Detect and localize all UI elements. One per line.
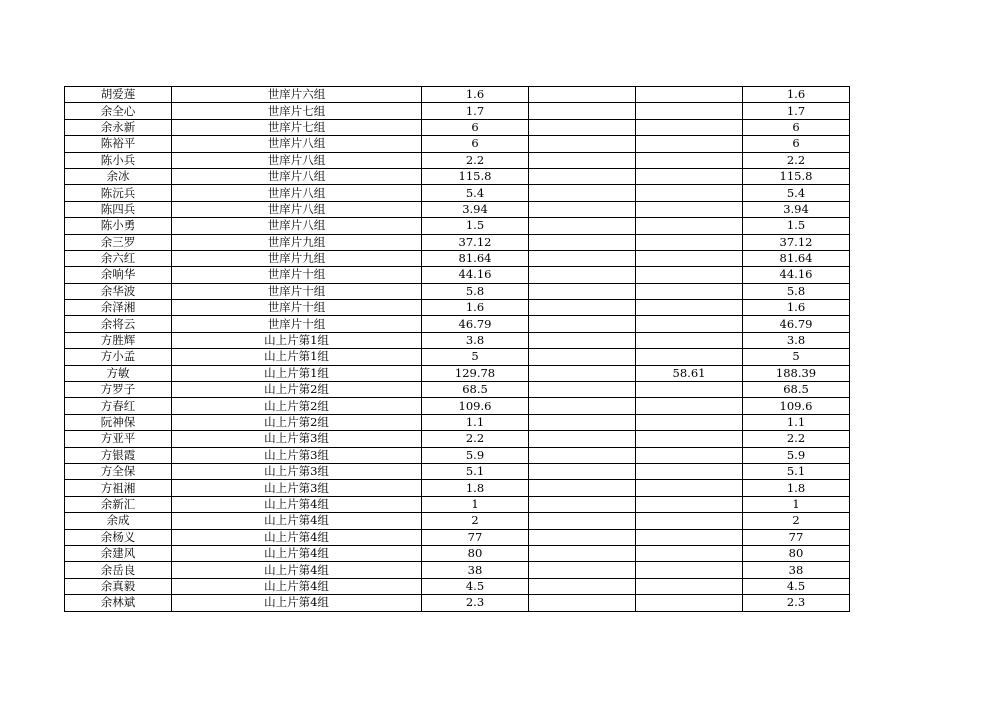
cell-group[interactable]: 世庠片六组: [172, 87, 422, 103]
cell-value-b[interactable]: [529, 136, 636, 152]
cell-total[interactable]: 46.79: [743, 316, 850, 332]
cell-value-a[interactable]: 46.79: [422, 316, 529, 332]
table-row: [65, 136, 850, 152]
cell-name[interactable]: 胡爱莲: [65, 87, 172, 103]
table-row: [65, 398, 850, 414]
cell-name[interactable]: 方全保: [65, 463, 172, 479]
cell-total[interactable]: 1.6: [743, 87, 850, 103]
cell-value-c[interactable]: [636, 595, 743, 611]
cell-value-a[interactable]: 1: [422, 496, 529, 512]
cell-total[interactable]: 2.2: [743, 431, 850, 447]
table-row: [65, 463, 850, 479]
table-row: [65, 300, 850, 316]
cell-name[interactable]: 余永新: [65, 119, 172, 135]
cell-value-b[interactable]: [529, 496, 636, 512]
cell-total[interactable]: 38: [743, 562, 850, 578]
cell-value-a[interactable]: 2.3: [422, 595, 529, 611]
cell-value-b[interactable]: [529, 562, 636, 578]
cell-name[interactable]: 方亚平: [65, 431, 172, 447]
cell-name[interactable]: 陈小兵: [65, 152, 172, 168]
cell-value-b[interactable]: [529, 513, 636, 529]
cell-value-c[interactable]: [636, 168, 743, 184]
cell-value-b[interactable]: [529, 300, 636, 316]
table-row: [65, 365, 850, 381]
cell-value-a[interactable]: 1.7: [422, 103, 529, 119]
cell-value-c[interactable]: [636, 480, 743, 496]
cell-name[interactable]: 余成: [65, 513, 172, 529]
cell-name[interactable]: 方银霞: [65, 447, 172, 463]
table-row: [65, 201, 850, 217]
cell-total[interactable]: 68.5: [743, 382, 850, 398]
cell-value-c[interactable]: [636, 267, 743, 283]
table-row: [65, 447, 850, 463]
cell-group[interactable]: 山上片第2组: [172, 398, 422, 414]
cell-value-a[interactable]: 3.8: [422, 332, 529, 348]
table-row: [65, 545, 850, 561]
cell-group[interactable]: 世庠片十组: [172, 283, 422, 299]
table-row: [65, 431, 850, 447]
cell-total[interactable]: 2.3: [743, 595, 850, 611]
cell-value-b[interactable]: [529, 103, 636, 119]
cell-value-b[interactable]: [529, 185, 636, 201]
cell-value-a[interactable]: 44.16: [422, 267, 529, 283]
cell-value-a[interactable]: 1.5: [422, 218, 529, 234]
cell-group[interactable]: 山上片第3组: [172, 480, 422, 496]
table-row: [65, 578, 850, 594]
cell-value-b[interactable]: [529, 398, 636, 414]
cell-value-c[interactable]: [636, 513, 743, 529]
table-row: [65, 382, 850, 398]
cell-value-a[interactable]: 4.5: [422, 578, 529, 594]
cell-name[interactable]: 余冰: [65, 168, 172, 184]
table-row: [65, 218, 850, 234]
cell-name[interactable]: 余泽湘: [65, 300, 172, 316]
cell-value-c[interactable]: 58.61: [636, 365, 743, 381]
cell-name[interactable]: 余三罗: [65, 234, 172, 250]
cell-total[interactable]: 109.6: [743, 398, 850, 414]
cell-value-b[interactable]: [529, 447, 636, 463]
cell-name[interactable]: 方敏: [65, 365, 172, 381]
table-row: [65, 513, 850, 529]
cell-value-b[interactable]: [529, 168, 636, 184]
cell-name[interactable]: 余建风: [65, 545, 172, 561]
cell-value-a[interactable]: 80: [422, 545, 529, 561]
cell-value-c[interactable]: [636, 300, 743, 316]
cell-name[interactable]: 余新汇: [65, 496, 172, 512]
cell-total[interactable]: 37.12: [743, 234, 850, 250]
cell-total[interactable]: 5.8: [743, 283, 850, 299]
cell-group[interactable]: 世庠片七组: [172, 103, 422, 119]
cell-group[interactable]: 山上片第3组: [172, 447, 422, 463]
cell-value-c[interactable]: [636, 185, 743, 201]
cell-group[interactable]: 世庠片九组: [172, 250, 422, 266]
cell-total[interactable]: 81.64: [743, 250, 850, 266]
cell-total[interactable]: 3.94: [743, 201, 850, 217]
table-row: [65, 562, 850, 578]
table-row: [65, 103, 850, 119]
cell-value-b[interactable]: [529, 218, 636, 234]
cell-total[interactable]: 5.9: [743, 447, 850, 463]
cell-value-c[interactable]: [636, 529, 743, 545]
cell-value-b[interactable]: [529, 283, 636, 299]
table-row: [65, 152, 850, 168]
cell-value-b[interactable]: [529, 365, 636, 381]
cell-group[interactable]: 世庠片八组: [172, 168, 422, 184]
cell-value-b[interactable]: [529, 119, 636, 135]
cell-name[interactable]: 余真毅: [65, 578, 172, 594]
data-table: [64, 86, 850, 612]
cell-value-b[interactable]: [529, 431, 636, 447]
cell-value-a[interactable]: 81.64: [422, 250, 529, 266]
cell-value-c[interactable]: [636, 234, 743, 250]
cell-group[interactable]: 山上片第4组: [172, 545, 422, 561]
cell-group[interactable]: 山上片第2组: [172, 382, 422, 398]
cell-name[interactable]: 陈裕平: [65, 136, 172, 152]
cell-value-a[interactable]: 68.5: [422, 382, 529, 398]
cell-value-c[interactable]: [636, 463, 743, 479]
cell-group[interactable]: 山上片第1组: [172, 349, 422, 365]
cell-name[interactable]: 余六红: [65, 250, 172, 266]
cell-name[interactable]: 余杨义: [65, 529, 172, 545]
cell-value-a[interactable]: 1.8: [422, 480, 529, 496]
cell-total[interactable]: 77: [743, 529, 850, 545]
cell-group[interactable]: 世庠片九组: [172, 234, 422, 250]
cell-value-a[interactable]: 2.2: [422, 152, 529, 168]
table-row: [65, 185, 850, 201]
cell-value-a[interactable]: 1.1: [422, 414, 529, 430]
cell-value-a[interactable]: 109.6: [422, 398, 529, 414]
table-row: [65, 529, 850, 545]
cell-total[interactable]: 1.8: [743, 480, 850, 496]
cell-name[interactable]: 方罗子: [65, 382, 172, 398]
cell-value-b[interactable]: [529, 234, 636, 250]
cell-value-a[interactable]: 38: [422, 562, 529, 578]
cell-value-a[interactable]: 129.78: [422, 365, 529, 381]
cell-group[interactable]: 世庠片八组: [172, 185, 422, 201]
cell-total[interactable]: 188.39: [743, 365, 850, 381]
table-row: [65, 480, 850, 496]
table-row: [65, 119, 850, 135]
cell-group[interactable]: 山上片第3组: [172, 463, 422, 479]
cell-value-b[interactable]: [529, 480, 636, 496]
cell-group[interactable]: 世庠片八组: [172, 201, 422, 217]
cell-value-b[interactable]: [529, 545, 636, 561]
cell-value-a[interactable]: 37.12: [422, 234, 529, 250]
cell-group[interactable]: 山上片第3组: [172, 431, 422, 447]
cell-value-c[interactable]: [636, 119, 743, 135]
cell-value-a[interactable]: 5.8: [422, 283, 529, 299]
cell-group[interactable]: 山上片第4组: [172, 562, 422, 578]
table-row: [65, 332, 850, 348]
cell-name[interactable]: 余华波: [65, 283, 172, 299]
cell-value-a[interactable]: 5: [422, 349, 529, 365]
cell-value-a[interactable]: 2.2: [422, 431, 529, 447]
table-row: [65, 414, 850, 430]
cell-value-c[interactable]: [636, 398, 743, 414]
cell-value-c[interactable]: [636, 447, 743, 463]
cell-total[interactable]: 1.5: [743, 218, 850, 234]
cell-name[interactable]: 余响华: [65, 267, 172, 283]
cell-name[interactable]: 陈四兵: [65, 201, 172, 217]
cell-total[interactable]: 1.6: [743, 300, 850, 316]
cell-name[interactable]: 余将云: [65, 316, 172, 332]
cell-name[interactable]: 陈小勇: [65, 218, 172, 234]
cell-value-c[interactable]: [636, 283, 743, 299]
cell-name[interactable]: 方祖湘: [65, 480, 172, 496]
cell-total[interactable]: 5.4: [743, 185, 850, 201]
cell-group[interactable]: 世庠片七组: [172, 119, 422, 135]
cell-value-b[interactable]: [529, 267, 636, 283]
cell-value-b[interactable]: [529, 414, 636, 430]
table-row: [65, 283, 850, 299]
cell-group[interactable]: 世庠片十组: [172, 316, 422, 332]
cell-value-b[interactable]: [529, 201, 636, 217]
spreadsheet: [64, 86, 850, 612]
cell-group[interactable]: 山上片第4组: [172, 595, 422, 611]
cell-value-c[interactable]: [636, 103, 743, 119]
cell-total[interactable]: 1: [743, 496, 850, 512]
cell-total[interactable]: 4.5: [743, 578, 850, 594]
cell-value-c[interactable]: [636, 87, 743, 103]
cell-group[interactable]: 世庠片十组: [172, 267, 422, 283]
cell-group[interactable]: 山上片第1组: [172, 332, 422, 348]
cell-value-b[interactable]: [529, 152, 636, 168]
cell-group[interactable]: 世庠片八组: [172, 136, 422, 152]
cell-group[interactable]: 山上片第4组: [172, 496, 422, 512]
cell-total[interactable]: 6: [743, 136, 850, 152]
cell-total[interactable]: 1.7: [743, 103, 850, 119]
cell-name[interactable]: 余林斌: [65, 595, 172, 611]
table-row: [65, 267, 850, 283]
cell-value-a[interactable]: 5.9: [422, 447, 529, 463]
cell-total[interactable]: 1.1: [743, 414, 850, 430]
cell-value-c[interactable]: [636, 382, 743, 398]
cell-name[interactable]: 陈沅兵: [65, 185, 172, 201]
cell-total[interactable]: 6: [743, 119, 850, 135]
cell-group[interactable]: 山上片第1组: [172, 365, 422, 381]
cell-group[interactable]: 山上片第4组: [172, 578, 422, 594]
cell-value-b[interactable]: [529, 595, 636, 611]
cell-name[interactable]: 方胜辉: [65, 332, 172, 348]
cell-name[interactable]: 阮神保: [65, 414, 172, 430]
cell-total[interactable]: 2: [743, 513, 850, 529]
cell-value-c[interactable]: [636, 316, 743, 332]
cell-value-b[interactable]: [529, 250, 636, 266]
cell-value-a[interactable]: 5.4: [422, 185, 529, 201]
cell-value-c[interactable]: [636, 349, 743, 365]
table-row: [65, 496, 850, 512]
cell-value-c[interactable]: [636, 218, 743, 234]
table-row: [65, 595, 850, 611]
table-row: [65, 349, 850, 365]
cell-name[interactable]: 余全心: [65, 103, 172, 119]
table-body: [65, 87, 850, 612]
cell-name[interactable]: 余岳良: [65, 562, 172, 578]
table-row: [65, 168, 850, 184]
cell-total[interactable]: 5: [743, 349, 850, 365]
table-row: [65, 234, 850, 250]
cell-value-c[interactable]: [636, 578, 743, 594]
cell-value-b[interactable]: [529, 463, 636, 479]
cell-value-b[interactable]: [529, 87, 636, 103]
cell-value-b[interactable]: [529, 349, 636, 365]
cell-value-a[interactable]: 115.8: [422, 168, 529, 184]
cell-value-a[interactable]: 5.1: [422, 463, 529, 479]
cell-value-a[interactable]: 6: [422, 136, 529, 152]
cell-total[interactable]: 80: [743, 545, 850, 561]
cell-total[interactable]: 5.1: [743, 463, 850, 479]
cell-group[interactable]: 世庠片八组: [172, 218, 422, 234]
cell-value-c[interactable]: [636, 545, 743, 561]
cell-total[interactable]: 115.8: [743, 168, 850, 184]
cell-value-a[interactable]: 6: [422, 119, 529, 135]
cell-value-b[interactable]: [529, 382, 636, 398]
cell-group[interactable]: 山上片第2组: [172, 414, 422, 430]
cell-value-a[interactable]: 3.94: [422, 201, 529, 217]
cell-total[interactable]: 44.16: [743, 267, 850, 283]
cell-value-a[interactable]: 1.6: [422, 87, 529, 103]
cell-value-c[interactable]: [636, 201, 743, 217]
cell-value-b[interactable]: [529, 316, 636, 332]
cell-value-a[interactable]: 1.6: [422, 300, 529, 316]
cell-value-a[interactable]: 77: [422, 529, 529, 545]
cell-value-c[interactable]: [636, 152, 743, 168]
cell-value-c[interactable]: [636, 136, 743, 152]
cell-group[interactable]: 山上片第4组: [172, 513, 422, 529]
cell-value-b[interactable]: [529, 332, 636, 348]
cell-name[interactable]: 方小孟: [65, 349, 172, 365]
cell-value-a[interactable]: 2: [422, 513, 529, 529]
table-row: [65, 87, 850, 103]
cell-group[interactable]: 世庠片八组: [172, 152, 422, 168]
cell-total[interactable]: 3.8: [743, 332, 850, 348]
cell-group[interactable]: 世庠片十组: [172, 300, 422, 316]
cell-value-b[interactable]: [529, 529, 636, 545]
cell-value-b[interactable]: [529, 578, 636, 594]
cell-value-c[interactable]: [636, 562, 743, 578]
table-row: [65, 250, 850, 266]
cell-value-c[interactable]: [636, 332, 743, 348]
cell-name[interactable]: 方春红: [65, 398, 172, 414]
cell-group[interactable]: 山上片第4组: [172, 529, 422, 545]
table-row: [65, 316, 850, 332]
cell-value-c[interactable]: [636, 250, 743, 266]
cell-value-c[interactable]: [636, 431, 743, 447]
cell-value-c[interactable]: [636, 496, 743, 512]
cell-value-c[interactable]: [636, 414, 743, 430]
cell-total[interactable]: 2.2: [743, 152, 850, 168]
